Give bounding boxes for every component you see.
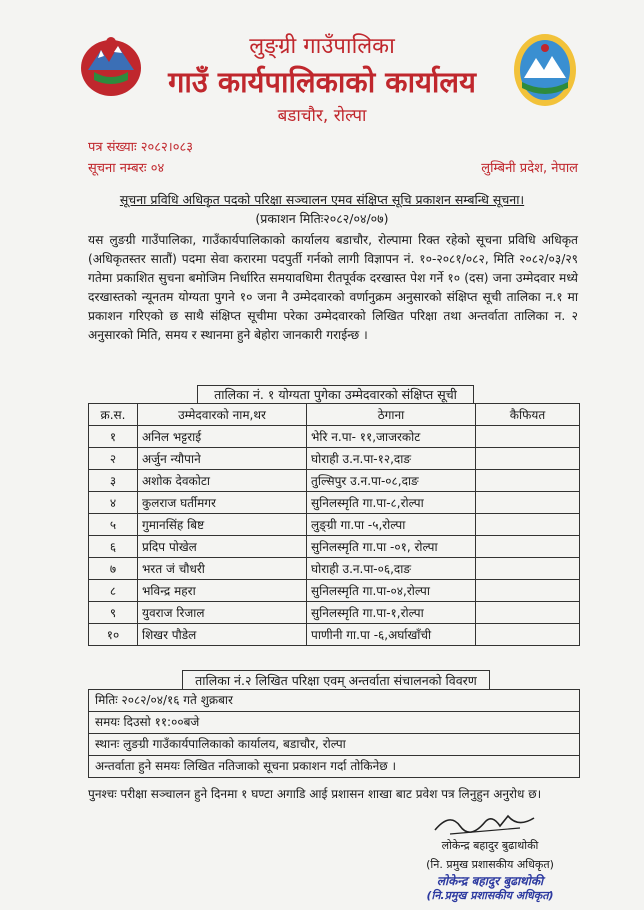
remarks-cell: [476, 580, 580, 602]
col-serial-header: क्र.स.: [89, 404, 138, 426]
address-cell: सुनिलस्मृति गा.पा-०४,रोल्पा: [307, 580, 476, 602]
serial-cell: १०: [89, 624, 138, 646]
address-cell: पाणीनी गा.पा -६,अर्घाखाँची: [307, 624, 476, 646]
exam-time-row: समयः दिउसो ११:००बजे: [88, 712, 580, 734]
serial-cell: ४: [89, 492, 138, 514]
exam-venue-row: स्थानः लुङग्री गाउँकार्यपालिकाको कार्यालय, बडाचौर, रोल्पा: [88, 734, 580, 756]
name-cell: प्रदिप पोखेल: [138, 536, 307, 558]
signatory-name: लोकेन्द्र बहादुर बुढाथोकी: [441, 839, 539, 852]
name-cell: भरत जं चौधरी: [138, 558, 307, 580]
table2-caption: तालिका नं.२ लिखित परिक्षा एवम् अन्तर्वाता संचालनको विवरण: [182, 670, 490, 690]
address-cell: घोराही उ.न.पा-०६,दाङ: [307, 558, 476, 580]
signature-mark: [430, 808, 540, 838]
address-cell: घोराही उ.न.पा-१२,दाङ: [307, 448, 476, 470]
municipality-name: लुङ्ग्री गाउँपालिका: [249, 34, 395, 59]
address-cell: तुल्सिपुर उ.न.पा-०८,दाङ: [307, 470, 476, 492]
letter-number: पत्र संख्याः २०८२।०८३: [88, 140, 193, 155]
exam-date-row: मितिः २०८२/०४/१६ गते शुक्रबार: [88, 689, 580, 712]
office-name: गाउँ कार्यपालिकाको कार्यालय: [168, 65, 476, 99]
table-row: [89, 558, 580, 580]
remarks-cell: [476, 602, 580, 624]
name-cell: अर्जुन न्यौपाने: [138, 448, 307, 470]
signatory-title: (नि. प्रमुख प्रशासकीय अधिकृत): [426, 858, 554, 871]
col-remarks-header: कैफियत: [476, 404, 580, 426]
table-row: [89, 426, 580, 448]
name-cell: अशोक देवकोटा: [138, 470, 307, 492]
remarks-cell: [476, 448, 580, 470]
serial-cell: २: [89, 448, 138, 470]
office-address: बडाचौर, रोल्पा: [277, 106, 367, 126]
remarks-cell: [476, 470, 580, 492]
notice-title: सूचना प्रविधि अधिकृत पदको परिक्षा सञ्चालन एमव संक्षिप्त सूचि प्रकाशन सम्बन्धि सूचना।: [119, 192, 525, 207]
table-row: [89, 448, 580, 470]
interview-time-row: अन्तर्वाता हुने समयः लिखित नतिजाको सूचना प्रकाशन गर्दा तोकिनेछ ।: [88, 756, 580, 778]
serial-cell: ३: [89, 470, 138, 492]
table-row: [89, 470, 580, 492]
address-cell: भेरि न.पा- ११,जाजरकोट: [307, 426, 476, 448]
table-row: [89, 602, 580, 624]
table1-caption: तालिका नं. १ योग्यता पुगेका उम्मेदवारको संक्षिप्त सूची: [197, 385, 474, 404]
remarks-cell: [476, 558, 580, 580]
serial-cell: ८: [89, 580, 138, 602]
table-header-row: [89, 404, 580, 426]
candidate-table: [88, 403, 580, 646]
remarks-cell: [476, 514, 580, 536]
notice-number: सूचना नम्बरः ०४: [88, 161, 165, 176]
name-cell: कुलराज घर्तीमगर: [138, 492, 307, 514]
province-label: लुम्बिनी प्रदेश, नेपाल: [481, 161, 578, 176]
table-row: [89, 536, 580, 558]
name-cell: शिखर पौडेल: [138, 624, 307, 646]
address-cell: सुनिलस्मृति गा.पा -०१, रोल्पा: [307, 536, 476, 558]
serial-cell: ७: [89, 558, 138, 580]
table-row: [89, 580, 580, 602]
exam-schedule-table: [88, 689, 580, 778]
name-cell: भविन्द्र महरा: [138, 580, 307, 602]
table-row: [89, 492, 580, 514]
stamp-name: लोकेन्द्र बहादुर बुढाथोकी: [436, 874, 544, 888]
remarks-cell: [476, 536, 580, 558]
address-cell: सुनिलस्मृति गा.पा-८,रोल्पा: [307, 492, 476, 514]
notice-body: यस लुङग्री गाउँपालिका, गाउँकार्यपालिकाको कार्यालय बडाचौर, रोल्पामा रिक्त रहेको सूचना प्रविधि अधिकृत (अधिकृतस्तर सातौं) पदमा सेवा करारमा पदपुर्ती गर्नको लागी विज्ञापन नं. १०-२०८१/०८२, मिति २०८२/०३/२९ गतेमा प्रकाशित सुचना बमोजिम निर्धारित समयावधिमा रीतपूर्वक दरखास्त पेश गर्ने १० (दस) जना उम्मेदवार मध्ये दरखास्तको न्यूनतम योग्यता पुगने १० जना नै उम्मेदवारको वर्णानुक्रम अनुसारको संक्षिप्त सूची तालिका न.१ मा प्रकाशन गरिएको छ साथै संक्षिप्त सूचीमा परेका उम्मेदवारको लिखित परिक्षा तथा अन्तर्वाता तालिका न. २ अनुसारको मिति, समय र स्थानमा हुने बेहोरा जानकारी गराईन्छ ।: [88, 233, 578, 342]
footnote: पुनश्चः परीक्षा सञ्चालन हुने दिनमा १ घण्टा अगाडि आई प्रशासन शाखा बाट प्रवेश पत्र लिनुहुन अनुरोध छ।: [88, 787, 542, 801]
name-cell: युवराज रिजाल: [138, 602, 307, 624]
address-cell: सुनिलस्मृति गा.पा-१,रोल्पा: [307, 602, 476, 624]
stamp-title: (नि.प्रमुख प्रशासकीय अधिकृत): [426, 889, 554, 902]
table-row: [89, 624, 580, 646]
remarks-cell: [476, 492, 580, 514]
remarks-cell: [476, 624, 580, 646]
serial-cell: १: [89, 426, 138, 448]
name-cell: गुमानसिंह बिष्ट: [138, 514, 307, 536]
name-cell: अनिल भट्टराई: [138, 426, 307, 448]
serial-cell: ९: [89, 602, 138, 624]
remarks-cell: [476, 426, 580, 448]
address-cell: लुङ्ग्री गा.पा -५,रोल्पा: [307, 514, 476, 536]
col-name-header: उम्मेदवारको नाम,थर: [138, 404, 307, 426]
publish-date: (प्रकाशन मितिः२०८२/०४/०७): [255, 211, 389, 226]
table-row: [89, 514, 580, 536]
serial-cell: ६: [89, 536, 138, 558]
col-address-header: ठेगाना: [307, 404, 476, 426]
serial-cell: ५: [89, 514, 138, 536]
